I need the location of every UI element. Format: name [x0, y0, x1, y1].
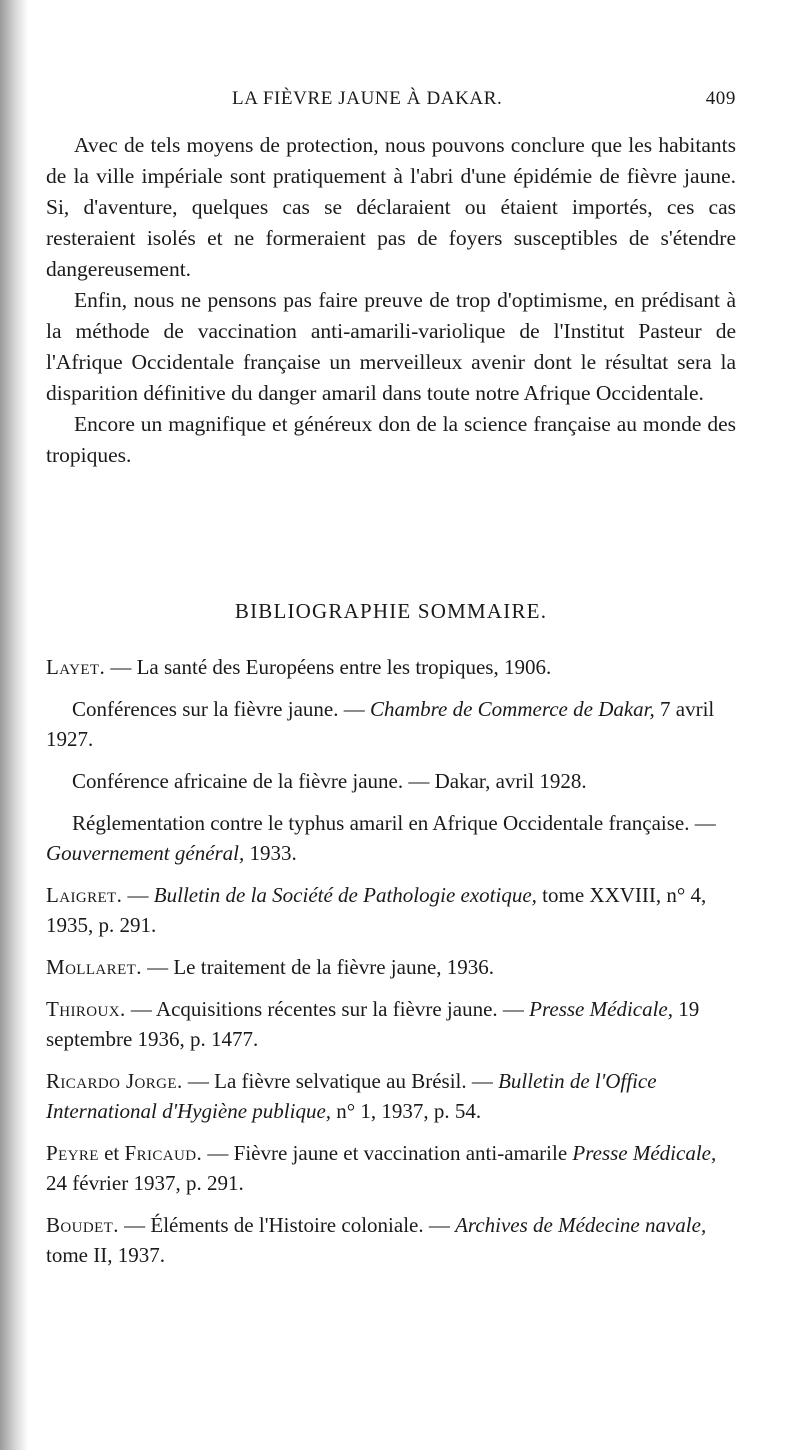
- bib-source: Gouvernement général,: [46, 841, 245, 865]
- bib-source: Presse Médicale,: [572, 1141, 717, 1165]
- bib-entry-peyre-fricaud: [46, 1138, 736, 1198]
- bib-entry-conferences: [46, 694, 736, 754]
- bib-author: Boudet.: [46, 1213, 119, 1237]
- bib-entry-mollaret: [46, 952, 736, 982]
- paragraph-1: Avec de tels moyens de protection, nous pouvons conclure que les habitants de la ville impériale sont pratiquement à l'abri d'une épidémie de fièvre jaune. Si, d'aventure, quelques cas se déclaraient ou étaient importés, ces cas resteraient isolés et ne formeraient pas de foyers susceptibles de s'étendre dangereusement.: [46, 133, 736, 281]
- bib-text: —: [122, 883, 154, 907]
- paragraph-3: Encore un magnifique et généreux don de la science française au monde des tropiques.: [46, 412, 736, 467]
- bib-source: Presse Médicale,: [529, 997, 674, 1021]
- bib-source: Chambre de Commerce de Dakar,: [369, 697, 655, 721]
- scan-gutter-shadow: [0, 0, 28, 1450]
- bib-tail: n° 1, 1937, p. 54.: [331, 1099, 482, 1123]
- bib-entry-boudet: [46, 1210, 736, 1270]
- running-title: LA FIÈVRE JAUNE À DAKAR.: [232, 88, 503, 109]
- bib-entry-reglementation: [46, 808, 736, 868]
- page-number: 409: [705, 88, 736, 109]
- bib-tail: 24 février 1937, p. 291.: [46, 1171, 244, 1195]
- bib-text: Conférence africaine de la fièvre jaune. — Dakar, avril 1928.: [72, 769, 587, 793]
- bib-entry-conference-africaine: [46, 766, 736, 796]
- body-text: [46, 130, 736, 471]
- bib-author: Ricardo Jorge.: [46, 1069, 183, 1093]
- bib-text-2: — Fièvre jaune et vaccination anti-amarile: [202, 1141, 573, 1165]
- bib-source: Bulletin de l'Office International d'Hygiène publique,: [46, 1069, 657, 1123]
- bib-entry-thiroux: [46, 994, 736, 1054]
- bib-tail: tome XXVIII, n° 4, 1935, p. 291.: [46, 883, 707, 937]
- bib-text: — Le traitement de la fièvre jaune, 1936.: [141, 955, 495, 979]
- bib-tail: tome II, 1937.: [46, 1243, 165, 1267]
- bib-text: — Éléments de l'Histoire coloniale. —: [118, 1213, 456, 1237]
- bib-author: Layet.: [46, 655, 106, 679]
- bib-text: et: [98, 1141, 125, 1165]
- bib-text: Réglementation contre le typhus amaril en Afrique Occidentale française. —: [72, 811, 716, 835]
- bib-entry-layet: [46, 652, 736, 682]
- bib-author: Mollaret.: [46, 955, 142, 979]
- bib-text: Conférences sur la fièvre jaune. —: [72, 697, 370, 721]
- bibliography-title: BIBLIOGRAPHIE SOMMAIRE.: [234, 599, 548, 623]
- bib-author: Thiroux.: [46, 997, 126, 1021]
- bibliography-list: [46, 652, 736, 1270]
- running-header: [46, 88, 736, 110]
- bib-entry-ricardo-jorge: [46, 1066, 736, 1126]
- bib-text: — La fièvre selvatique au Brésil. —: [182, 1069, 499, 1093]
- bib-tail: 1933.: [244, 841, 297, 865]
- bib-source: Bulletin de la Société de Pathologie exotique,: [153, 883, 537, 907]
- bib-author: Peyre: [46, 1141, 99, 1165]
- bib-text: — Acquisitions récentes sur la fièvre jaune. —: [125, 997, 530, 1021]
- bib-text: — La santé des Européens entre les tropiques, 1906.: [105, 655, 552, 679]
- bib-entry-laigret: [46, 880, 736, 940]
- book-page: [46, 88, 736, 1282]
- bib-author: Laigret.: [46, 883, 123, 907]
- bib-source: Archives de Médecine navale,: [455, 1213, 707, 1237]
- bib-author-2: Fricaud.: [124, 1141, 203, 1165]
- bib-tail: 7 avril 1927.: [46, 697, 715, 751]
- bib-tail: 19 septembre 1936, p. 1477.: [46, 997, 700, 1051]
- paragraph-2: Enfin, nous ne pensons pas faire preuve de trop d'optimisme, en prédisant à la méthode de vaccination anti-amarili-variolique de l'Institut Pasteur de l'Afrique Occidentale française un merveilleux avenir dont le résultat sera la disparition définitive du danger amaril dans toute notre Afrique Occidentale.: [46, 288, 736, 405]
